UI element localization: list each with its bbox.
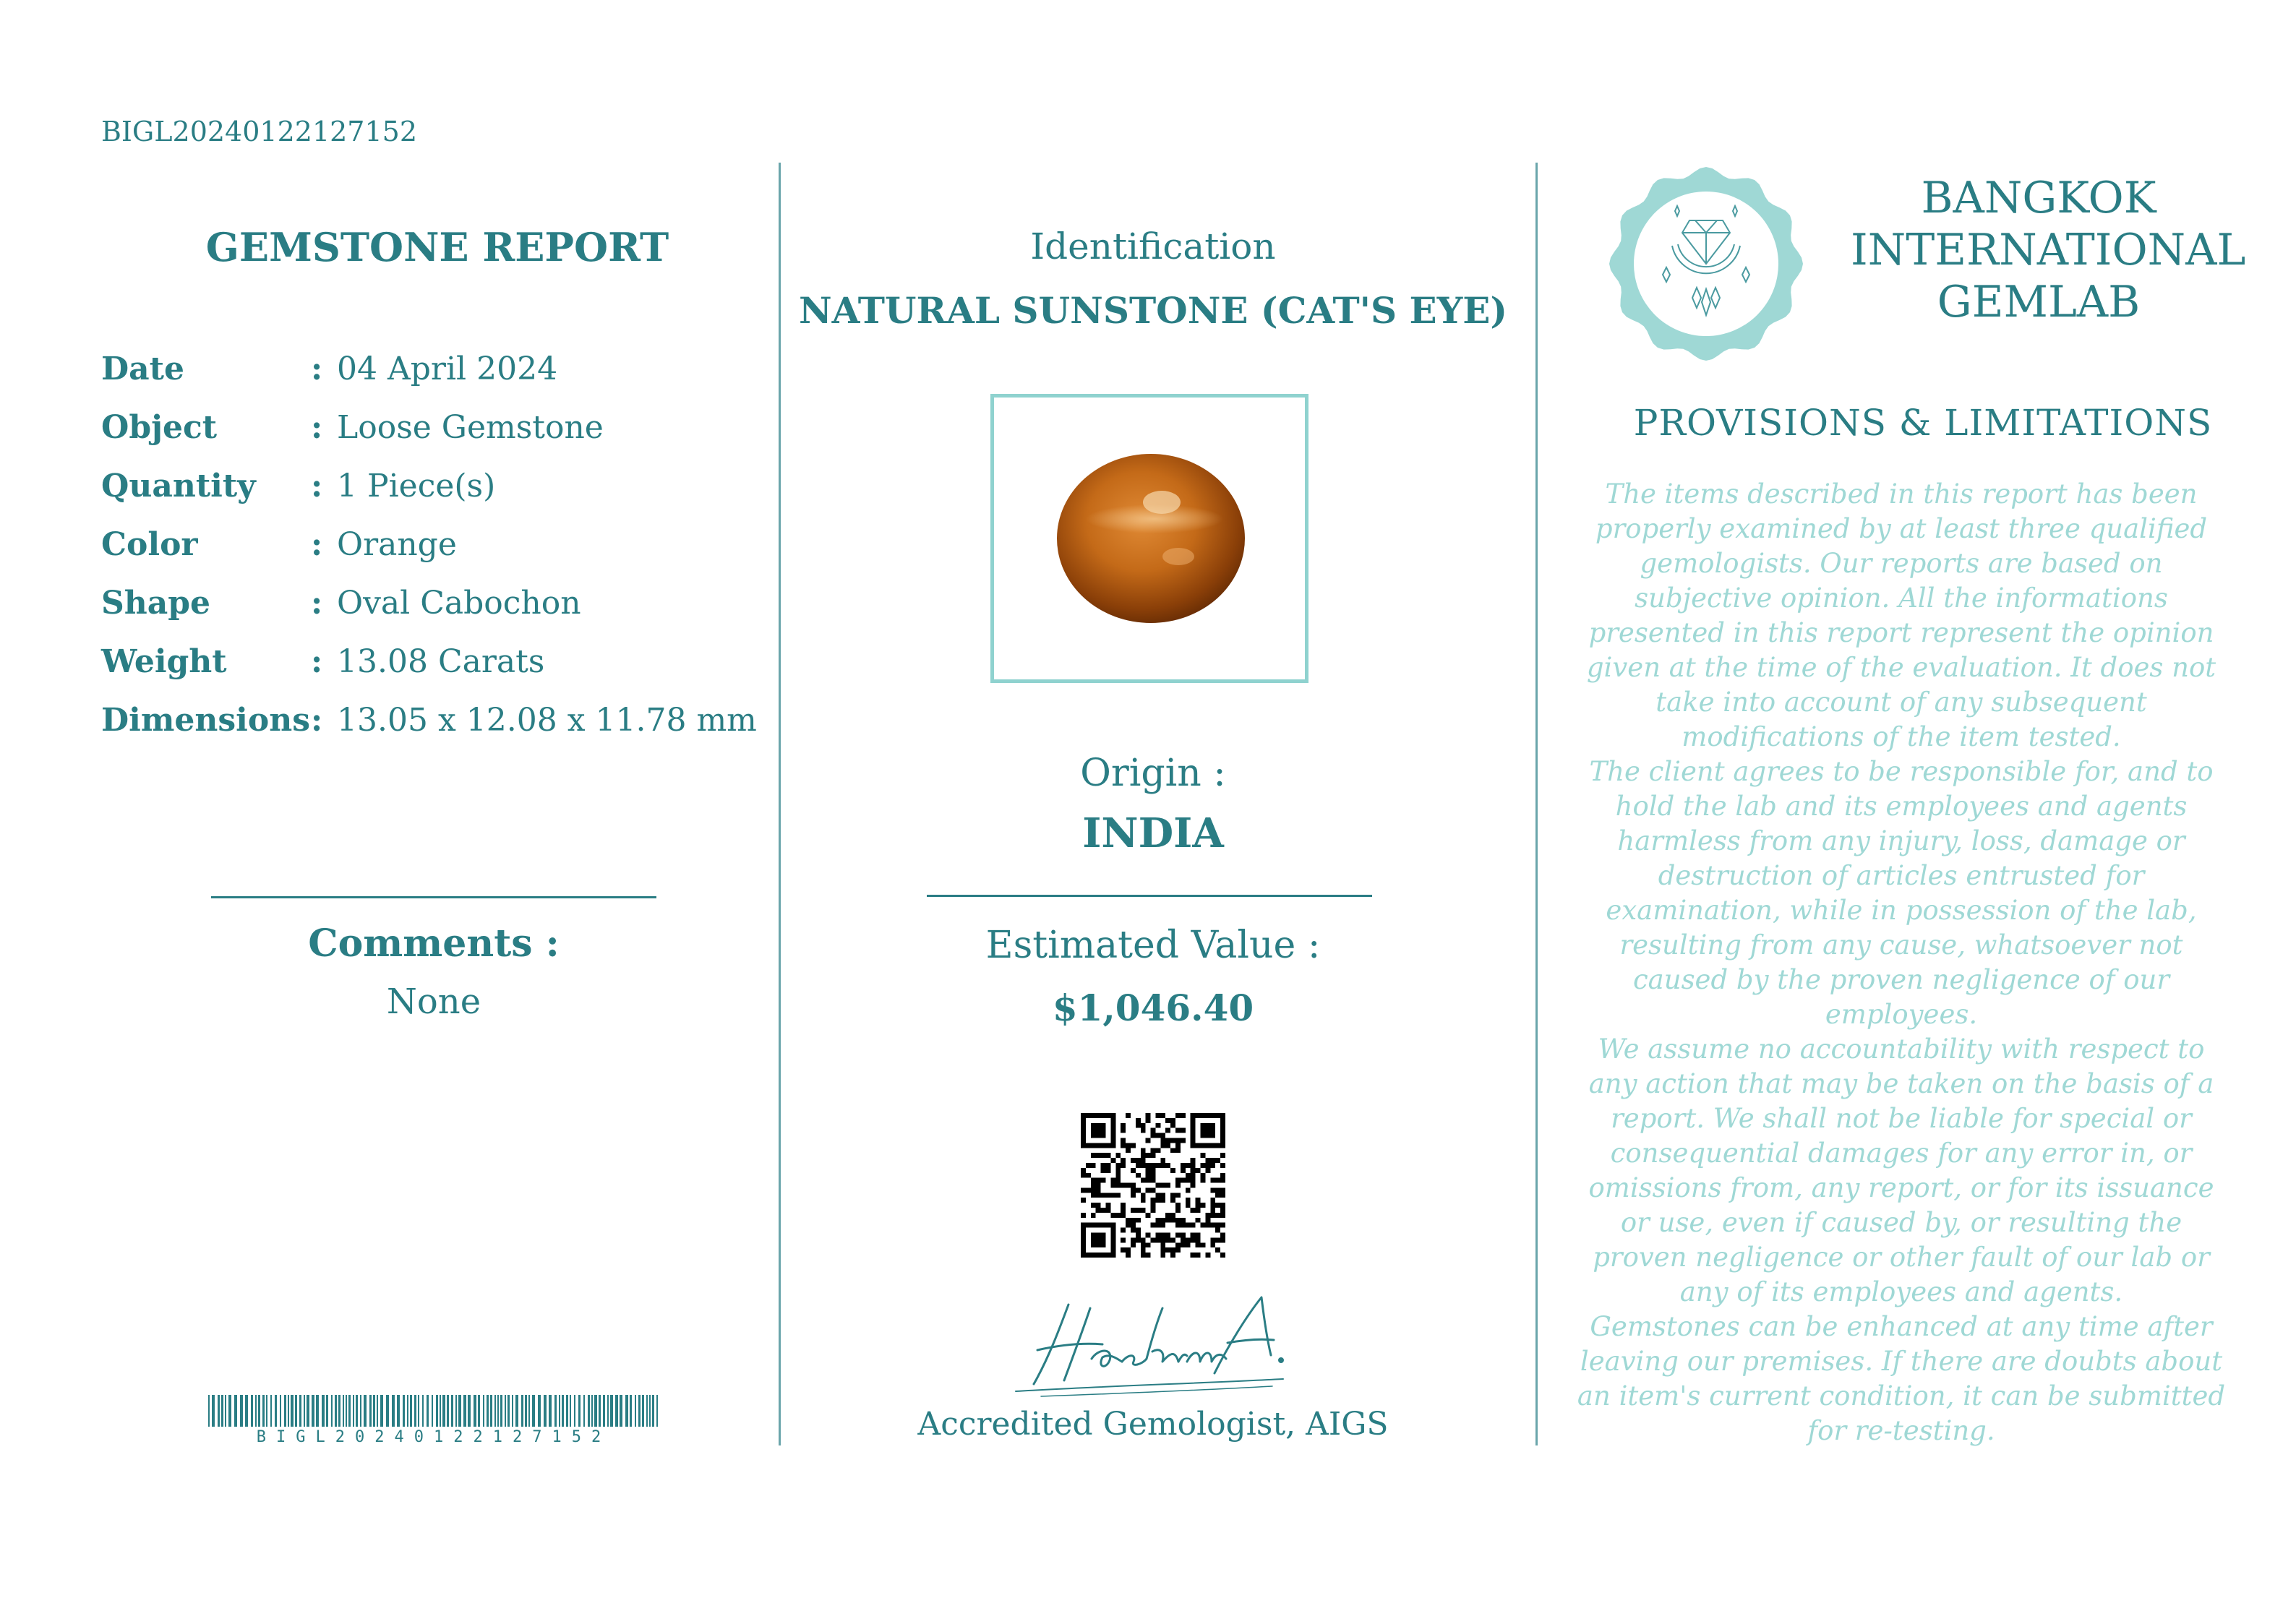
estimated-value: $1,046.40 <box>1052 987 1254 1029</box>
column-divider-right <box>1535 163 1538 1445</box>
field-shape <box>101 577 581 628</box>
lab-name-line2: INTERNATIONAL <box>1851 225 2246 275</box>
column-divider-left <box>779 163 781 1445</box>
gem-crescent-seal-icon <box>1609 166 1804 361</box>
field-label: Color <box>101 525 198 563</box>
field-colon: : <box>311 467 323 504</box>
comments-label: Comments : <box>308 921 560 966</box>
field-quantity <box>101 460 495 511</box>
field-label: Weight <box>101 643 227 680</box>
field-dimensions <box>101 695 757 745</box>
field-value: 13.05 x 12.08 x 11.78 mm <box>337 701 757 739</box>
field-label: Object <box>101 408 218 446</box>
provisions-paragraph: The client agrees to be responsible for, and to hold the lab and its employees and agents harmless from any injury, loss, damage or destruction of articles entrusted for examination, while in possession of the lab, resulting from any cause, whatsoever not caused by the proven negligence of our employees. <box>1589 756 2214 1030</box>
report-title: GEMSTONE REPORT <box>205 224 669 270</box>
field-colon: : <box>311 408 323 446</box>
gemstone-image <box>994 398 1305 679</box>
barcode-text: BIGL20240122127152 <box>256 1428 612 1446</box>
barcode-icon <box>208 1395 659 1427</box>
origin-value: INDIA <box>1082 809 1224 857</box>
field-label: Shape <box>101 584 211 622</box>
field-colon: : <box>311 643 323 680</box>
comments-value: None <box>386 981 481 1022</box>
field-colon: : <box>311 350 323 387</box>
field-label: Date <box>101 350 184 387</box>
field-object <box>101 402 604 452</box>
field-color <box>101 519 457 570</box>
field-weight <box>101 636 544 687</box>
field-date <box>101 343 557 394</box>
identification-label: Identification <box>1030 225 1276 267</box>
lab-name-line3: GEMLAB <box>1937 277 2141 327</box>
qr-code-icon <box>1081 1113 1225 1258</box>
provisions-title: PROVISIONS & LIMITATIONS <box>1633 402 2213 444</box>
field-value: Loose Gemstone <box>337 408 604 446</box>
gemstone-photo-frame <box>990 394 1308 683</box>
field-value: 13.08 Carats <box>337 643 545 680</box>
provisions-paragraph: The items described in this report has been properly examined by at least three qualified gemologists. Our reports are based on subjective opinion. All the informations presented in this report represent the opinion given at the time of the evaluation. It does not take into account of any subsequent modifications of the item tested. <box>1586 478 2216 752</box>
field-label: Dimensions <box>101 701 311 739</box>
provisions-paragraph: Gemstones can be enhanced at any time after leaving our premises. If there are doubts about an item's current condition, it can be submitted for re-testing. <box>1577 1311 2226 1446</box>
field-label: Quantity <box>101 467 256 504</box>
divider-comments <box>211 896 656 898</box>
divider-value <box>927 895 1372 897</box>
origin-label: Origin : <box>1080 752 1226 795</box>
report-number: BIGL20240122127152 <box>101 116 417 147</box>
field-colon: : <box>311 701 323 739</box>
field-value: Oval Cabochon <box>337 584 581 622</box>
lab-name <box>1851 172 2246 328</box>
signer-title: Accredited Gemologist, AIGS <box>917 1406 1389 1443</box>
field-value: 1 Piece(s) <box>337 467 496 504</box>
provisions-paragraph: We assume no accountability with respect to any action that may be taken on the basis of a report. We shall not be liable for special or consequential damages for any error in, or omissions from, any report, or for its issuance or use, even if caused by, or resulting the proven negligence or other fault of our lab or any of its employees and agents. <box>1588 1034 2214 1307</box>
estimated-value-label: Estimated Value : <box>985 924 1321 967</box>
identification-value: NATURAL SUNSTONE (CAT'S EYE) <box>798 289 1508 332</box>
field-colon: : <box>311 525 323 563</box>
lab-name-line1: BANGKOK <box>1921 173 2156 223</box>
field-value: Orange <box>337 525 457 563</box>
signature <box>998 1286 1301 1402</box>
field-colon: : <box>311 584 323 622</box>
field-value: 04 April 2024 <box>337 350 558 387</box>
